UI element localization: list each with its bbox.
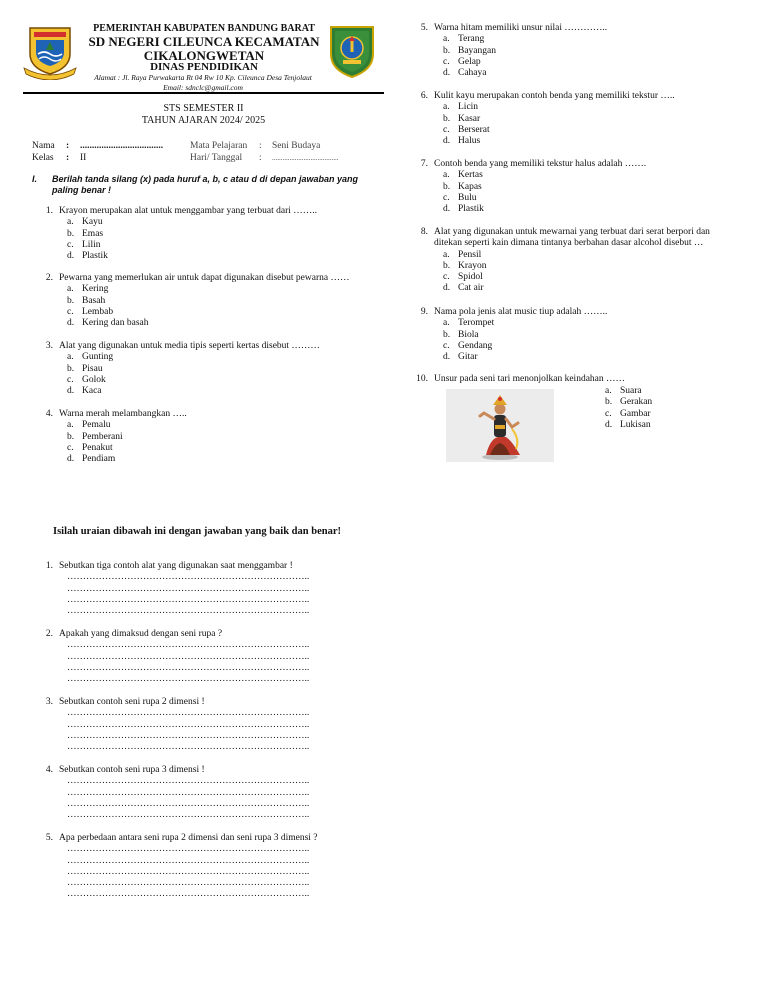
mc-question: [38, 206, 378, 262]
essay-question: [38, 697, 358, 753]
answer-option[interactable]: c. Penakut: [67, 442, 113, 453]
section-number: I.: [32, 174, 38, 184]
subject-label: Mata Pelajaran: [190, 141, 248, 151]
question-number: 9.: [420, 307, 428, 317]
answer-option[interactable]: c. Spidol: [443, 272, 483, 283]
essay-instruction: Isilah uraian dibawah ini dengan jawaban yang baik dan benar!: [53, 526, 341, 537]
answer-line[interactable]: …………………………………………………………………..: [67, 662, 310, 673]
question-number: 8.: [420, 227, 428, 237]
mc-question: [413, 91, 733, 147]
answer-option[interactable]: a. Suara: [605, 386, 642, 396]
answer-line[interactable]: …………………………………………………………………..: [67, 787, 310, 798]
date-label: Hari/ Tanggal: [190, 153, 243, 163]
question-number: 3.: [45, 697, 53, 707]
answer-option[interactable]: a. Kayu: [67, 217, 103, 228]
answer-line[interactable]: …………………………………………………………………..: [67, 674, 310, 685]
answer-option[interactable]: c. Gendang: [443, 340, 493, 351]
answer-option[interactable]: d. Plastik: [67, 251, 108, 262]
mc-question: [413, 23, 733, 79]
answer-option[interactable]: c. Lilin: [67, 239, 101, 250]
class-colon: :: [66, 153, 70, 163]
answer-line[interactable]: …………………………………………………………………..: [67, 651, 310, 662]
school-address: Alamat : Jl. Raya Purwakarta Rt 04 Rw 10 Kp. Cileunca Desa Tenjolaut: [94, 73, 312, 82]
answer-option[interactable]: a. Terang: [443, 34, 485, 45]
answer-option[interactable]: a. Licin: [443, 102, 479, 113]
question-number: 7.: [420, 159, 428, 169]
header-divider: [23, 92, 384, 94]
answer-option[interactable]: d. Gitar: [443, 352, 478, 363]
essay-question: [38, 833, 358, 901]
essay-question: [38, 629, 358, 685]
answer-option[interactable]: c. Golok: [67, 374, 106, 385]
school-name-line1: SD NEGERI CILEUNCA KECAMATAN: [88, 34, 320, 49]
mc-question: [413, 307, 733, 363]
question-number: 4.: [45, 409, 53, 419]
answer-option[interactable]: d. Cat air: [443, 283, 484, 294]
question-number: 6.: [420, 91, 428, 101]
student-name-colon: :: [66, 141, 70, 151]
answer-line[interactable]: …………………………………………………………………..: [67, 866, 310, 877]
question-text: Apa perbedaan antara seni rupa 2 dimensi dan seni rupa 3 dimensi ?: [59, 833, 318, 843]
mc-question: [38, 273, 378, 329]
question-number: 3.: [45, 341, 53, 351]
essay-question: [38, 765, 358, 821]
answer-option[interactable]: d. Lukisan: [605, 419, 651, 430]
answer-line[interactable]: …………………………………………………………………..: [67, 640, 310, 651]
question-10-options: [605, 386, 725, 431]
answer-option[interactable]: b. Krayon: [443, 260, 487, 271]
answer-line[interactable]: …………………………………………………………………..: [67, 719, 310, 730]
question-number: 5.: [420, 23, 428, 33]
question-text: Krayon merupakan alat untuk menggambar yang terbuat dari ……..: [59, 206, 317, 216]
mc-question: [413, 159, 733, 215]
answer-option[interactable]: b. Gerakan: [605, 397, 653, 408]
answer-line[interactable]: …………………………………………………………………..: [67, 730, 310, 741]
answer-option[interactable]: c. Bulu: [443, 192, 477, 203]
question-number: 1.: [45, 206, 53, 216]
answer-line[interactable]: …………………………………………………………………..: [67, 572, 310, 583]
essay-question: [38, 561, 358, 617]
question-text: Warna hitam memiliki unsur nilai …………..: [434, 23, 608, 33]
subject-value: Seni Budaya: [272, 141, 321, 151]
question-number: 2.: [45, 273, 53, 283]
answer-option[interactable]: a. Kering: [67, 284, 109, 295]
section-instruction: Berilah tanda silang (x) pada huruf a, b, c atau d di depan jawaban yang paling benar !: [52, 174, 359, 195]
mc-question: [413, 374, 733, 385]
question-text: Nama pola jenis alat music tiup adalah ……..: [434, 307, 608, 317]
answer-option[interactable]: d. Plastik: [443, 204, 484, 215]
answer-line[interactable]: …………………………………………………………………..: [67, 708, 310, 719]
date-colon: :: [259, 153, 262, 163]
student-name-field[interactable]: ...................................: [80, 141, 164, 151]
question-text: Sebutkan contoh seni rupa 3 dimensi !: [59, 765, 205, 775]
mc-question: [38, 341, 378, 397]
question-text: Contoh benda yang memiliki tekstur halus adalah …….: [434, 159, 647, 169]
exam-title: STS SEMESTER II: [163, 103, 244, 114]
answer-line[interactable]: …………………………………………………………………..: [67, 594, 310, 605]
header-govt-line: PEMERINTAH KABUPATEN BANDUNG BARAT: [93, 23, 315, 34]
answer-option[interactable]: a. Gunting: [67, 352, 114, 363]
question-number: 4.: [45, 765, 53, 775]
date-field[interactable]: ......................................: [272, 154, 339, 162]
answer-option[interactable]: c. Lembab: [67, 306, 114, 317]
answer-line[interactable]: …………………………………………………………………..: [67, 798, 310, 809]
answer-option[interactable]: d. Pendiam: [67, 454, 116, 465]
answer-option[interactable]: a. Kertas: [443, 170, 483, 181]
question-text: Pewarna yang memerlukan air untuk dapat digunakan disebut pewarna ……: [59, 273, 350, 283]
answer-line[interactable]: …………………………………………………………………..: [67, 583, 310, 594]
answer-line[interactable]: …………………………………………………………………..: [67, 810, 310, 821]
answer-option[interactable]: b. Pisau: [67, 363, 103, 374]
dancer-image: [446, 389, 554, 462]
question-text: Kulit kayu merupakan contoh benda yang memiliki tekstur …..: [434, 91, 675, 101]
subject-colon: :: [259, 141, 262, 151]
mc-question: [38, 409, 378, 465]
answer-option[interactable]: a. Pemalu: [67, 420, 111, 431]
answer-line[interactable]: …………………………………………………………………..: [67, 889, 310, 900]
answer-option[interactable]: b. Pemberani: [67, 431, 123, 442]
answer-option[interactable]: a. Terompet: [443, 318, 495, 329]
question-number: 10.: [416, 374, 428, 384]
answer-option[interactable]: d. Cahaya: [443, 68, 487, 79]
answer-option[interactable]: d. Kering dan basah: [67, 318, 149, 329]
answer-option[interactable]: b. Biola: [443, 329, 479, 340]
answer-option[interactable]: c. Gambar: [605, 408, 651, 419]
answer-line[interactable]: …………………………………………………………………..: [67, 844, 310, 855]
class-value: II: [80, 153, 87, 163]
answer-line[interactable]: …………………………………………………………………..: [67, 776, 310, 787]
answer-option[interactable]: b. Kasar: [443, 113, 481, 124]
answer-option[interactable]: b. Bayangan: [443, 45, 496, 56]
mc-question: [413, 227, 735, 295]
question-text: Alat yang digunakan untuk media tipis seperti kertas disebut ………: [59, 341, 320, 351]
answer-line[interactable]: …………………………………………………………………..: [67, 606, 310, 617]
question-number: 5.: [45, 833, 53, 843]
department-line: DINAS PENDIDIKAN: [150, 61, 258, 73]
class-label: Kelas: [32, 153, 54, 163]
answer-option[interactable]: d. Halus: [443, 136, 481, 147]
question-text: Apakah yang dimaksud dengan seni rupa ?: [59, 629, 223, 639]
school-email: Email: sdnclc@gmail.com: [163, 83, 243, 92]
exam-year: TAHUN AJARAN 2024/ 2025: [141, 115, 266, 126]
answer-line[interactable]: …………………………………………………………………..: [67, 742, 310, 753]
question-text: Warna merah melambangkan …..: [59, 409, 187, 419]
question-number: 1.: [45, 561, 53, 571]
answer-option[interactable]: c. Gelap: [443, 56, 481, 67]
answer-line[interactable]: …………………………………………………………………..: [67, 855, 310, 866]
answer-option[interactable]: d. Kaca: [67, 386, 102, 397]
answer-option[interactable]: a. Pensil: [443, 249, 482, 260]
answer-option[interactable]: b. Emas: [67, 228, 104, 239]
school-name-line2: CIKALONGWETAN: [143, 48, 265, 63]
answer-option[interactable]: c. Berserat: [443, 124, 490, 135]
question-text: Sebutkan tiga contoh alat yang digunakan saat menggambar !: [59, 561, 293, 571]
question-text: Sebutkan contoh seni rupa 2 dimensi !: [59, 697, 205, 707]
answer-option[interactable]: b. Kapas: [443, 181, 482, 192]
answer-line[interactable]: …………………………………………………………………..: [67, 878, 310, 889]
question-text: Unsur pada seni tari menonjolkan keindahan ……: [434, 374, 626, 384]
question-text: Alat yang digunakan untuk mewarnai yang terbuat dari serat berpori dan ditekan seperti kain dimana tintanya berbahan dasar alcohol disebut …: [434, 227, 710, 249]
student-name-label: Nama: [32, 141, 55, 151]
answer-option[interactable]: b. Basah: [67, 295, 106, 306]
question-number: 2.: [45, 629, 53, 639]
